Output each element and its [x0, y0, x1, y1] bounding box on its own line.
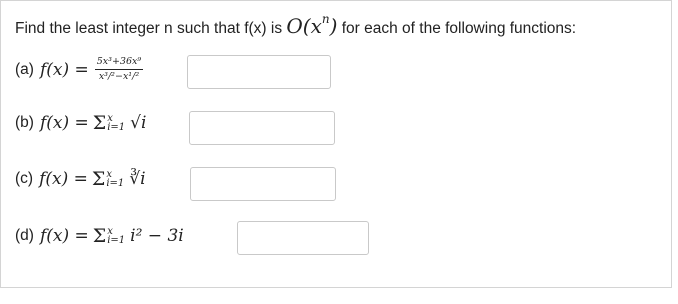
- part-c: [15, 168, 146, 190]
- part-c-expression: f(x) = Σ x i=1 ∛i: [39, 168, 146, 190]
- question-prompt: [15, 14, 576, 38]
- part-d-answer-input[interactable]: [237, 221, 369, 255]
- part-b: [15, 112, 146, 134]
- part-c-label: (c): [15, 170, 34, 187]
- part-a-answer-input[interactable]: [187, 55, 331, 89]
- part-c-term: ∛i: [129, 169, 146, 189]
- question-suffix: for each of the following functions:: [337, 20, 577, 37]
- part-a: [15, 56, 143, 83]
- part-b-expression: f(x) = Σ x i=1 √i: [39, 112, 147, 134]
- part-a-numerator: 5x³+36x⁹: [95, 56, 143, 70]
- part-b-sum: Σ x i=1: [92, 112, 126, 134]
- part-c-answer-input[interactable]: [190, 167, 336, 201]
- question-prefix: Find the least integer n such that f(x) is: [15, 20, 287, 37]
- part-b-label: (b): [15, 114, 34, 131]
- part-d-label: (d): [15, 227, 34, 244]
- part-b-answer-input[interactable]: [189, 111, 335, 145]
- part-a-denominator: x³/²−x¹/²: [98, 71, 140, 82]
- part-a-expression: f(x) = $\frac{\text{5x³+36x⁹}}{\text{x³/²−x¹/²}}$: [39, 56, 142, 82]
- part-c-sum: Σ x i=1: [91, 168, 125, 190]
- part-a-label: (a): [15, 60, 34, 78]
- big-o-notation: $O(x^n)$: [286, 12, 338, 38]
- part-d-sum: Σ x i=1: [92, 225, 126, 247]
- part-b-term: √i: [130, 113, 147, 133]
- part-d-term: i² − 3i: [130, 226, 184, 246]
- part-a-fraction: [95, 56, 143, 83]
- part-d-expression: f(x) = Σ x i=1 i² − 3i: [39, 225, 184, 247]
- part-d: [15, 225, 184, 247]
